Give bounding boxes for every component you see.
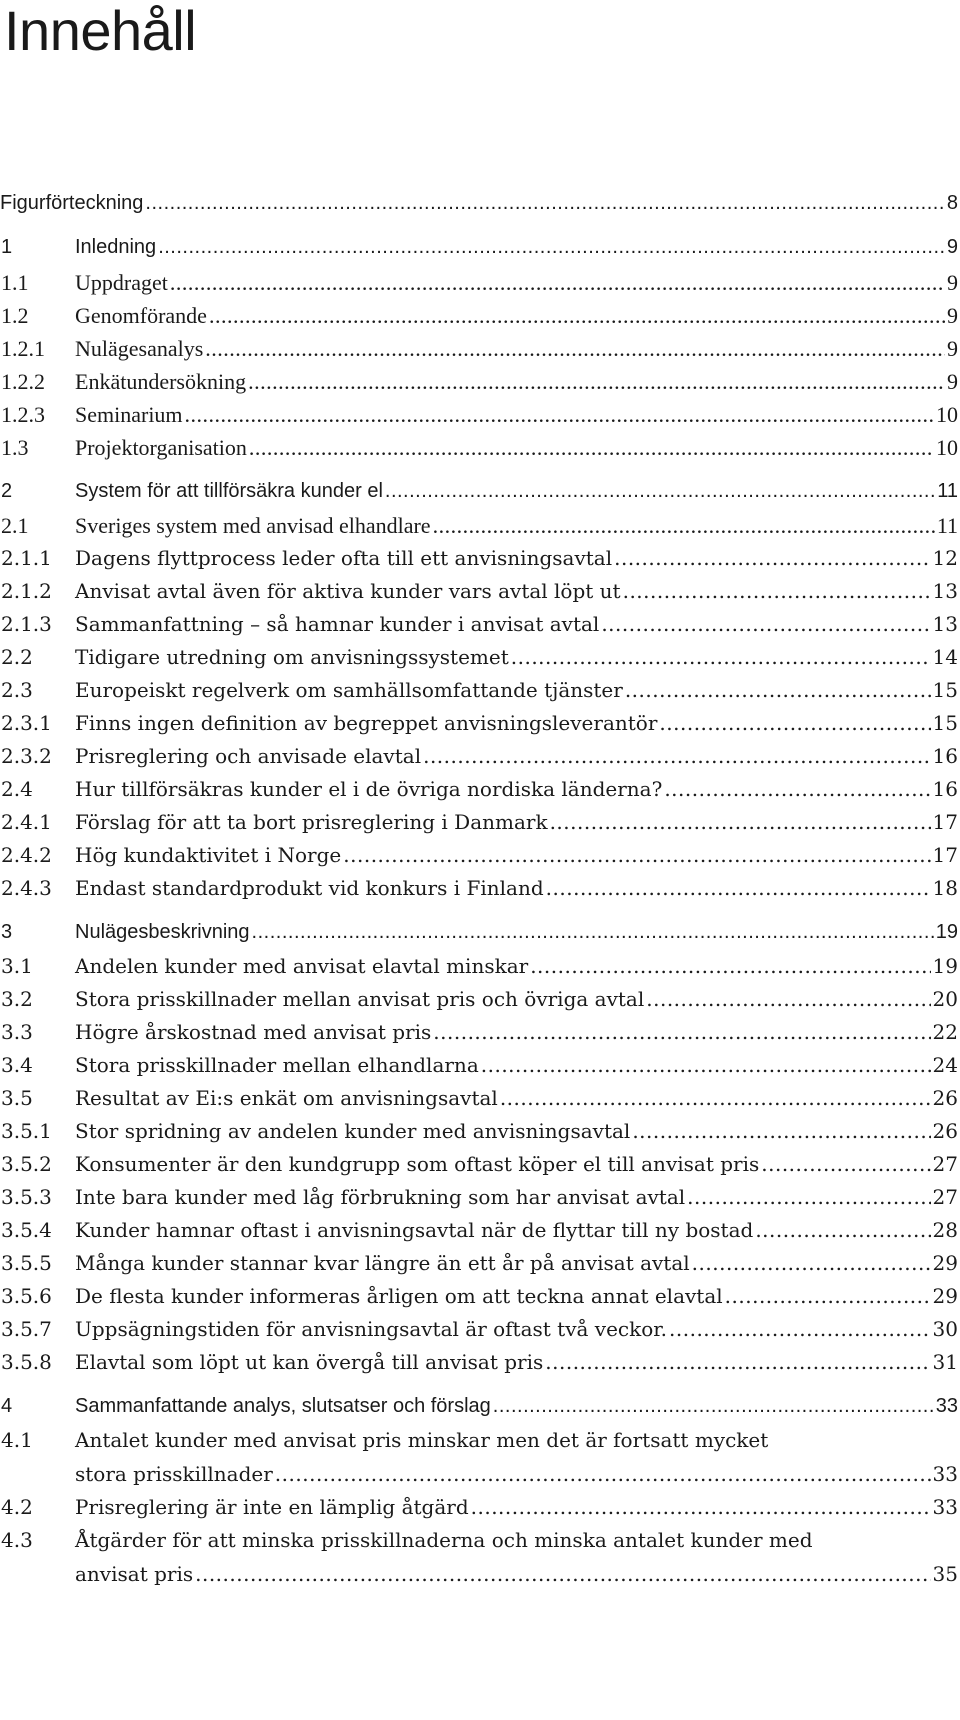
leader-dots: [343, 843, 930, 867]
leader-dots: [145, 192, 944, 215]
toc-entry-text: Stora prisskillnader mellan elhandlarna: [75, 1053, 479, 1077]
toc-entry[interactable]: [0, 1495, 958, 1529]
toc-entry-page: 18: [932, 876, 958, 900]
leader-dots: [755, 1218, 930, 1242]
toc-entry-number: 2.4.1: [1, 810, 52, 834]
leader-dots: [423, 744, 930, 768]
toc-entry-number: 4.2: [1, 1495, 33, 1519]
toc-entry-text: Tidigare utredning om anvisningssystemet: [75, 645, 509, 669]
toc-entry[interactable]: [0, 1053, 958, 1087]
toc-entry-page: 30: [932, 1317, 958, 1341]
toc-entry-number: 3.5.4: [1, 1218, 52, 1242]
toc-entry-page: 9: [946, 236, 958, 258]
toc-entry-page: 15: [932, 678, 958, 702]
toc-entry[interactable]: [0, 1152, 958, 1186]
toc-entry-text: Uppsägningstiden för anvisningsavtal är oftast två veckor.: [75, 1317, 668, 1341]
toc-entry[interactable]: [0, 1020, 958, 1054]
toc-entry-text: Antalet kunder med anvisat pris minskar men det är fortsatt mycket: [75, 1428, 769, 1452]
leader-dots: [664, 777, 930, 801]
leader-dots: [669, 1317, 931, 1341]
toc-entry-text: Inledning: [75, 236, 157, 258]
toc-entry-page: 16: [932, 777, 958, 801]
toc-entry-number: 1.2.3: [1, 402, 45, 427]
toc-entry-text: Seminarium: [75, 402, 183, 427]
leader-dots: [385, 480, 935, 503]
toc-entry-text: Kunder hamnar oftast i anvisningsavtal när de flyttar till ny bostad: [75, 1218, 754, 1242]
toc-entry[interactable]: [0, 579, 958, 613]
toc-entry-text: Dagens flyttprocess leder ofta till ett anvisningsavtal: [75, 546, 613, 570]
toc-entry[interactable]: [0, 987, 958, 1021]
toc-entry-number: 1.2.2: [1, 369, 45, 394]
toc-entry[interactable]: [0, 1119, 958, 1153]
toc-entry-text: Endast standardprodukt vid konkurs i Finland: [75, 876, 544, 900]
toc-entry[interactable]: [0, 402, 958, 436]
toc-entry[interactable]: [0, 921, 958, 955]
toc-entry-page: 16: [932, 744, 958, 768]
toc-entry-text: Projektorganisation: [75, 435, 247, 460]
toc-entry-page: 14: [932, 645, 958, 669]
toc-entry-text: Figurförteckning: [0, 192, 144, 214]
leader-dots: [530, 954, 930, 978]
toc-entry-page: 11: [936, 513, 958, 538]
toc-entry[interactable]: [0, 1086, 958, 1120]
leader-dots: [481, 1053, 931, 1077]
leader-dots: [433, 513, 935, 539]
leader-dots: [623, 579, 931, 603]
toc-entry[interactable]: [0, 678, 958, 712]
toc-entry[interactable]: [0, 1218, 958, 1252]
toc-entry[interactable]: [0, 954, 958, 988]
toc-entry-page: 9: [947, 270, 958, 295]
leader-dots: [550, 810, 931, 834]
toc-entry-number: 2.1.3: [1, 612, 52, 636]
toc-entry-text: Finns ingen definition av begreppet anvisningsleverantör: [75, 711, 658, 735]
toc-entry-page: 27: [932, 1152, 958, 1176]
toc-entry-page: 15: [932, 711, 958, 735]
toc-entry-page: 22: [932, 1020, 958, 1044]
toc-entry-page: 33: [932, 1462, 958, 1486]
toc-entry-text: Sveriges system med anvisad elhandlare: [75, 513, 431, 538]
toc-entry-page: 26: [932, 1086, 958, 1110]
toc-entry-number: 3: [1, 921, 13, 943]
toc-entry-number: 3.5.6: [1, 1284, 52, 1308]
toc-entry-number: 2.1.1: [1, 546, 52, 570]
toc-entry[interactable]: [0, 1350, 958, 1384]
toc-entry-number: 3.2: [1, 987, 33, 1011]
leader-dots: [632, 1119, 930, 1143]
toc-entry-text-continued: anvisat pris: [75, 1562, 194, 1586]
leader-dots: [659, 711, 930, 735]
toc-entry-text: Resultat av Ei:s enkät om anvisningsavtal: [75, 1086, 498, 1110]
toc-entry-text: Sammanfattande analys, slutsatser och förslag: [75, 1395, 491, 1417]
leader-dots: [614, 546, 930, 570]
toc-entry-text: Nulägesbeskrivning: [75, 921, 250, 943]
toc-entry-page: 10: [936, 435, 958, 460]
toc-entry-number: 4: [1, 1395, 13, 1417]
toc-entry-text: Konsumenter är den kundgrupp som oftast köper el till anvisat pris: [75, 1152, 760, 1176]
toc-entry-number: 3.4: [1, 1053, 33, 1077]
toc-entry-text: Sammanfattning – så hamnar kunder i anvisat avtal: [75, 612, 600, 636]
toc-entry-page: 26: [932, 1119, 958, 1143]
toc-entry-text: Anvisat avtal även för aktiva kunder vars avtal löpt ut: [75, 579, 621, 603]
toc-entry[interactable]: [0, 236, 958, 270]
toc-entry-page: 10: [936, 402, 958, 427]
leader-dots: [471, 1495, 931, 1519]
leader-dots: [252, 921, 934, 944]
leader-dots: [170, 270, 945, 296]
leader-dots: [545, 1350, 930, 1374]
toc-entry-text: Elavtal som löpt ut kan övergå till anvisat pris: [75, 1350, 544, 1374]
toc-entry[interactable]: [0, 876, 958, 910]
toc-entry-text: System för att tillförsäkra kunder el: [75, 480, 383, 502]
toc-entry[interactable]: [0, 513, 958, 547]
toc-entry-text: Stora prisskillnader mellan anvisat pris och övriga avtal: [75, 987, 645, 1011]
leader-dots: [546, 876, 931, 900]
leader-dots: [248, 369, 945, 395]
toc-entry-number: 2.3: [1, 678, 33, 702]
toc-entry-page: 13: [932, 579, 958, 603]
toc-entry-text: Hög kundaktivitet i Norge: [75, 843, 342, 867]
toc-entry-text: Åtgärder för att minska prisskillnaderna och minska antalet kunder med: [75, 1528, 813, 1552]
toc-entry-page: 11: [937, 480, 958, 502]
leader-dots: [185, 402, 934, 428]
toc-entry[interactable]: [0, 435, 958, 469]
toc-entry[interactable]: [0, 546, 958, 580]
leader-dots: [158, 236, 945, 259]
toc-entry[interactable]: [0, 1185, 958, 1219]
toc-entry-page: 28: [932, 1218, 958, 1242]
toc-entry-number: 4.1: [1, 1428, 33, 1452]
toc-entry-number: 1.1: [1, 270, 29, 295]
toc-entry-number: 2.4: [1, 777, 33, 801]
toc-entry-page: 9: [947, 336, 958, 361]
toc-entry-text-continued: stora prisskillnader: [75, 1462, 273, 1486]
toc-entry-number: 3.5.1: [1, 1119, 52, 1143]
toc-entry-page: 19: [935, 921, 958, 943]
toc-entry[interactable]: [0, 1395, 958, 1429]
toc-entry-text: Europeiskt regelverk om samhällsomfattande tjänster: [75, 678, 623, 702]
toc-entry-page: 24: [932, 1053, 958, 1077]
toc-entry-page: 19: [932, 954, 958, 978]
toc-entry-page: 35: [932, 1562, 958, 1586]
toc-entry[interactable]: [0, 1251, 958, 1285]
toc-entry-text: Prisreglering och anvisade elavtal: [75, 744, 422, 768]
toc-entry-number: 3.3: [1, 1020, 33, 1044]
toc-entry-page: 33: [935, 1395, 958, 1417]
toc-entry-number: 3.5.8: [1, 1350, 52, 1374]
toc-entry[interactable]: [0, 810, 958, 844]
toc-entry-number: 2.1.2: [1, 579, 52, 603]
toc-entry-number: 2.3.1: [1, 711, 52, 735]
toc-entry-number: 3.5.2: [1, 1152, 52, 1176]
toc-entry-text: Genomförande: [75, 303, 207, 328]
toc-entry[interactable]: [0, 192, 958, 226]
toc-entry[interactable]: [0, 711, 958, 745]
toc-entry-text: Nulägesanalys: [75, 336, 204, 361]
toc-entry-number: 3.5.5: [1, 1251, 52, 1275]
toc-entry-number: 1.3: [1, 435, 29, 460]
toc-entry-text: Prisreglering är inte en lämplig åtgärd: [75, 1495, 469, 1519]
toc-entry-number: 1: [1, 236, 13, 258]
toc-entry-page: 33: [932, 1495, 958, 1519]
toc-entry-number: 2.2: [1, 645, 33, 669]
toc-entry[interactable]: [0, 612, 958, 646]
leader-dots: [725, 1284, 931, 1308]
toc-entry-number: 2.4.3: [1, 876, 52, 900]
leader-dots: [275, 1462, 931, 1486]
toc-entry-text: Andelen kunder med anvisat elavtal minskar: [75, 954, 529, 978]
leader-dots: [601, 612, 930, 636]
toc-entry-number: 1.2.1: [1, 336, 45, 361]
leader-dots: [687, 1185, 930, 1209]
leader-dots: [493, 1395, 934, 1418]
toc-entry[interactable]: [0, 303, 958, 337]
toc-entry-text: Hur tillförsäkras kunder el i de övriga nordiska länderna?: [75, 777, 663, 801]
toc-entry-page: 27: [932, 1185, 958, 1209]
toc-entry-number: 3.5: [1, 1086, 33, 1110]
toc-entry-text: Stor spridning av andelen kunder med anvisningsavtal: [75, 1119, 631, 1143]
toc-entry-text: Uppdraget: [75, 270, 168, 295]
leader-dots: [209, 303, 945, 329]
leader-dots: [433, 1020, 930, 1044]
leader-dots: [511, 645, 931, 669]
toc-entry-page: 17: [932, 843, 958, 867]
toc-entry-number: 2: [1, 480, 13, 502]
leader-dots: [646, 987, 930, 1011]
toc-entry[interactable]: [0, 843, 958, 877]
toc-entry-page: 9: [947, 303, 958, 328]
leader-dots: [761, 1152, 930, 1176]
toc-entry-number: 3.5.3: [1, 1185, 52, 1209]
toc-entry-text: Inte bara kunder med låg förbrukning som har anvisat avtal: [75, 1185, 686, 1209]
toc-entry-number: 2.4.2: [1, 843, 52, 867]
leader-dots: [625, 678, 931, 702]
toc-entry[interactable]: [0, 1528, 958, 1596]
toc-entry-page: 9: [947, 369, 958, 394]
leader-dots: [249, 435, 934, 461]
toc-entry-text: De flesta kunder informeras årligen om att teckna annat elavtal: [75, 1284, 723, 1308]
toc-entry-text: Enkätundersökning: [75, 369, 247, 394]
toc-entry[interactable]: [0, 336, 958, 370]
leader-dots: [500, 1086, 931, 1110]
toc-entry[interactable]: [0, 270, 958, 304]
leader-dots: [692, 1251, 931, 1275]
toc-entry-text: Högre årskostnad med anvisat pris: [75, 1020, 432, 1044]
toc-entry[interactable]: [0, 1317, 958, 1351]
toc-entry-page: 13: [932, 612, 958, 636]
toc-entry-number: 3.1: [1, 954, 33, 978]
toc-entry-page: 20: [932, 987, 958, 1011]
toc-entry-page: 31: [932, 1350, 958, 1374]
toc-entry-page: 17: [932, 810, 958, 834]
toc-entry-number: 4.3: [1, 1528, 33, 1552]
toc-entry[interactable]: [0, 1284, 958, 1318]
toc-entry-number: 1.2: [1, 303, 29, 328]
toc-entry-page: 12: [932, 546, 958, 570]
toc-entry[interactable]: [0, 369, 958, 403]
toc-entry[interactable]: [0, 1428, 958, 1496]
toc-entry-page: 8: [946, 192, 958, 214]
toc-entry-number: 3.5.7: [1, 1317, 52, 1341]
toc-entry-page: 29: [932, 1251, 958, 1275]
page-title: Innehåll: [4, 0, 197, 62]
toc-entry[interactable]: [0, 744, 958, 778]
toc-entry[interactable]: [0, 480, 958, 514]
toc-entry-page: 29: [932, 1284, 958, 1308]
leader-dots: [195, 1562, 930, 1586]
toc-entry-number: 2.1: [1, 513, 29, 538]
leader-dots: [205, 336, 945, 362]
toc-entry[interactable]: [0, 645, 958, 679]
toc-entry[interactable]: [0, 777, 958, 811]
toc-entry-text: Förslag för att ta bort prisreglering i Danmark: [75, 810, 548, 834]
toc-entry-text: Många kunder stannar kvar längre än ett år på anvisat avtal: [75, 1251, 690, 1275]
toc-entry-number: 2.3.2: [1, 744, 52, 768]
